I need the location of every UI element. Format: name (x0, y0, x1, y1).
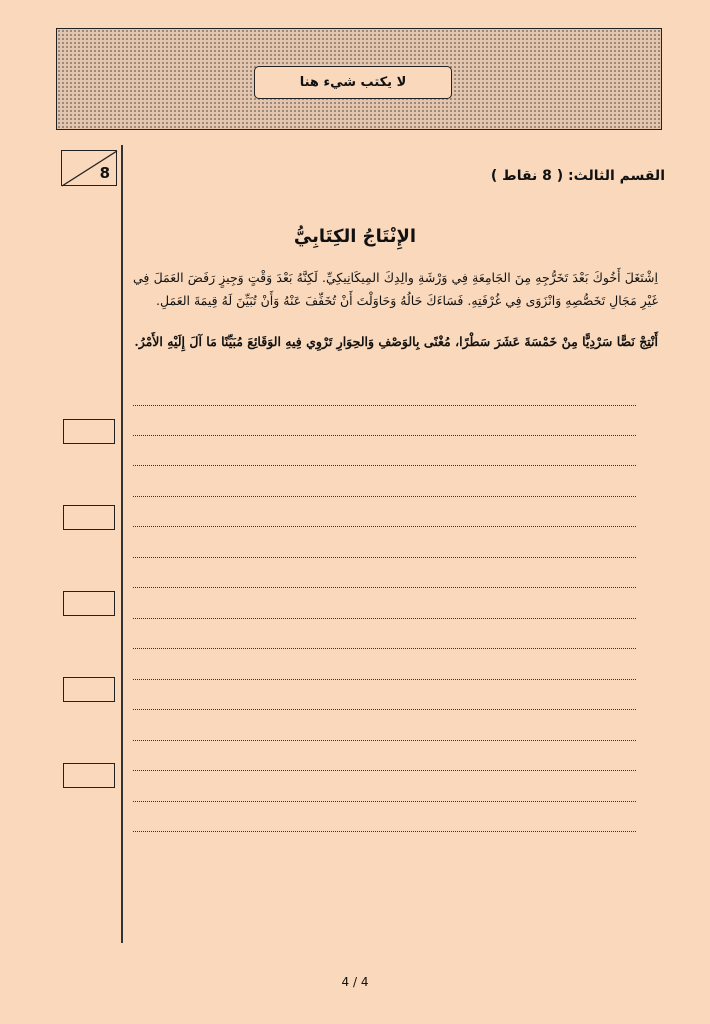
grader-mark-box[interactable] (63, 677, 115, 702)
score-box (61, 150, 117, 186)
writing-line[interactable] (133, 648, 636, 649)
writing-line[interactable] (133, 587, 636, 588)
max-points: 8 (99, 164, 110, 182)
page-title: الإِنْتَاجُ الكِتَابِيُّ (293, 226, 417, 247)
grader-mark-box[interactable] (63, 505, 115, 530)
writing-line[interactable] (133, 709, 636, 710)
section-title: القسم الثالث: ( 8 نقاط ) (490, 168, 665, 184)
grader-mark-box[interactable] (63, 763, 115, 788)
page-number: 4 / 4 (341, 975, 369, 989)
writing-line[interactable] (133, 557, 636, 558)
writing-line[interactable] (133, 618, 636, 619)
writing-line[interactable] (133, 526, 636, 527)
writing-line[interactable] (133, 831, 636, 832)
writing-line[interactable] (133, 770, 636, 771)
margin-divider (121, 145, 123, 943)
grader-mark-box[interactable] (63, 591, 115, 616)
writing-line[interactable] (133, 679, 636, 680)
writing-line[interactable] (133, 465, 636, 466)
writing-line[interactable] (133, 405, 636, 406)
prompt-task: أَنْتِجْ نَصًّا سَرْدِيًّا مِنْ خَمْسَةَ عَشَرَ سَطْرًا، مُغْنًى بِالوَصْفِ وَالحِوَارِ تَرْوِي فِيهِ الوَقَائِعَ مُبَيِّنًا مَا آلَ إِلَيْهِ الأَمْرُ. (134, 334, 658, 349)
prompt-context: اِشْتَغَلَ أَخُوكَ بَعْدَ تَخَرُّجِهِ مِنَ الجَامِعَةِ فِي وَرْشَةِ والِدِكَ المِيكَانِيكِيِّ. لَكِنَّهُ بَعْدَ وَقْتٍ وَجِيزٍ رَفَضَ العَمَلَ فِي غَيْرِ مَجَالِ تَخَصُّصِهِ وَانْزَوَى فِي غُرْفَتِهِ. فَسَاءَكَ حَالُهُ وَحَاوَلْتَ أَنْ تُخَفِّفَ عَنْهُ وَأَنْ تُبَيِّنَ لَهُ قِيمَةَ العَمَلِ. (133, 270, 658, 308)
writing-line[interactable] (133, 740, 636, 741)
no-write-label: لا يكتب شيء هنا (254, 66, 452, 99)
writing-line[interactable] (133, 435, 636, 436)
writing-line[interactable] (133, 496, 636, 497)
writing-line[interactable] (133, 801, 636, 802)
do-not-write-area (56, 28, 662, 130)
grader-mark-box[interactable] (63, 419, 115, 444)
